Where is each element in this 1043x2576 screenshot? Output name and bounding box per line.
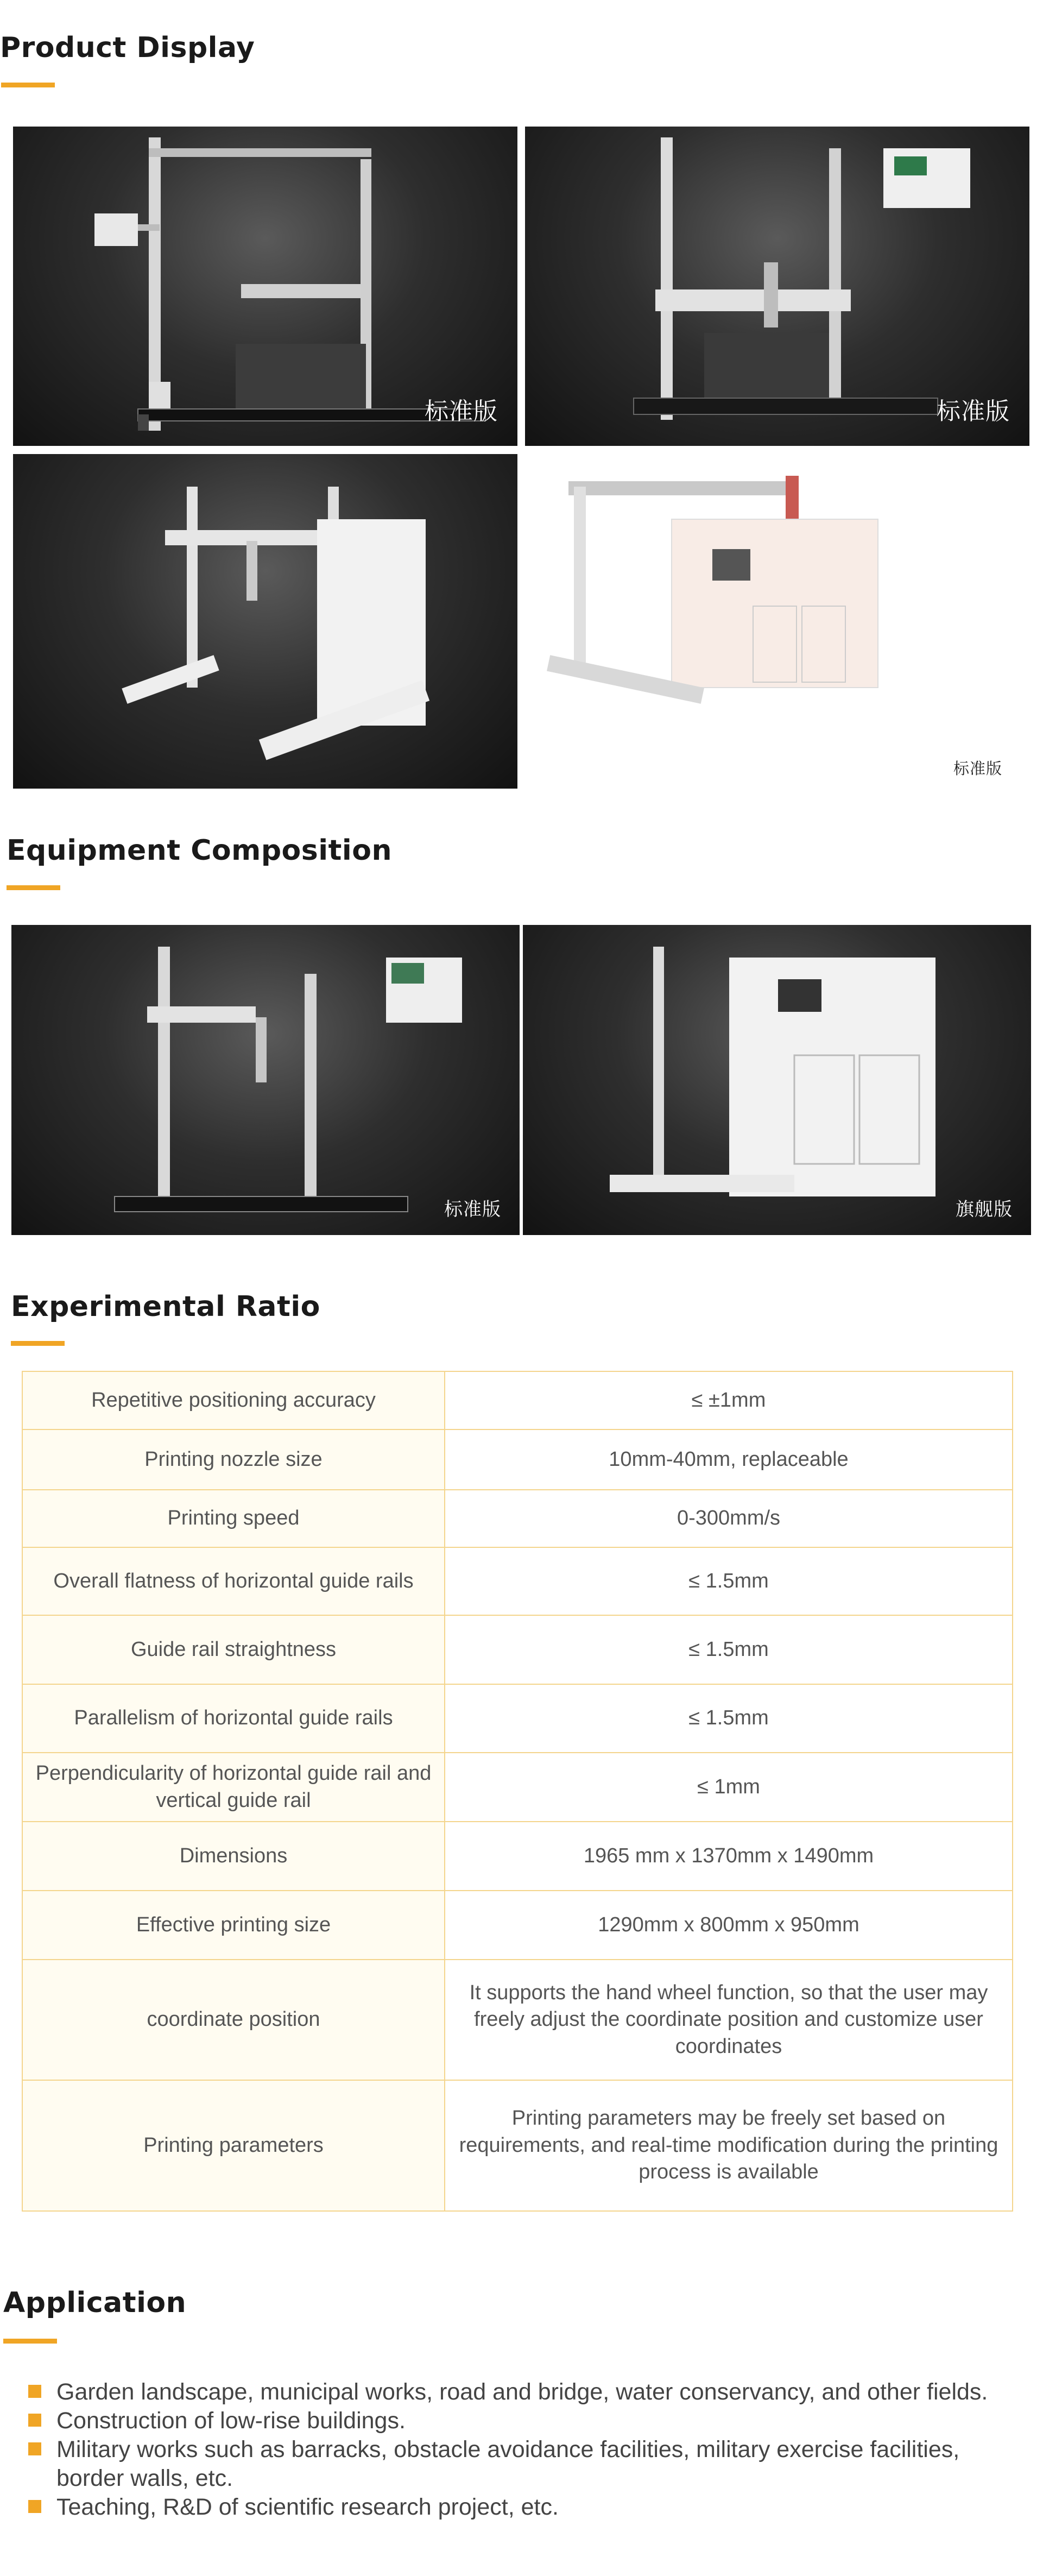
spec-value: 1290mm x 800mm x 950mm: [445, 1891, 1013, 1960]
spec-key: Parallelism of horizontal guide rails: [22, 1684, 445, 1753]
bullet-square-icon: [28, 2500, 41, 2513]
edition-label: 标准版: [953, 759, 1002, 778]
spec-value: ≤ 1.5mm: [445, 1684, 1013, 1753]
application-text: Military works such as barracks, obstacle avoidance facilities, military exercise facilities, border walls, etc.: [56, 2436, 960, 2491]
spec-value: 10mm-40mm, replaceable: [445, 1429, 1013, 1490]
spec-key: Guide rail straightness: [22, 1615, 445, 1684]
printer-cabinet-illustration: [525, 454, 1029, 789]
printer-cabinet-illustration: [523, 925, 1031, 1235]
spec-table: [22, 1371, 1013, 2212]
spec-key: Effective printing size: [22, 1891, 445, 1960]
edition-label: 标准版: [937, 398, 1010, 425]
section-title-product-display: Product Display: [0, 32, 255, 64]
table-row: [22, 1490, 1013, 1547]
spec-value: ≤ 1.5mm: [445, 1547, 1013, 1615]
table-row: [22, 1684, 1013, 1753]
spec-value: 1965 mm x 1370mm x 1490mm: [445, 1822, 1013, 1891]
table-row: [22, 2080, 1013, 2211]
table-row: [22, 1371, 1013, 1429]
spec-key: Printing parameters: [22, 2080, 445, 2211]
spec-key: Printing speed: [22, 1490, 445, 1547]
spec-value: 0-300mm/s: [445, 1490, 1013, 1547]
application-text: Teaching, R&D of scientific research project, etc.: [56, 2493, 559, 2520]
list-item: [28, 2378, 1006, 2407]
printer-frame-illustration: [13, 454, 517, 789]
application-text: Garden landscape, municipal works, road and bridge, water conservancy, and other fields.: [56, 2379, 988, 2405]
table-row: [22, 1753, 1013, 1822]
section-underline: [1, 83, 55, 87]
application-list: [28, 2378, 1006, 2521]
product-photo-3: [13, 454, 517, 789]
section-title-application: Application: [3, 2287, 187, 2319]
section-underline: [7, 885, 60, 890]
bullet-square-icon: [28, 2442, 41, 2455]
edition-label: 标准版: [444, 1199, 501, 1220]
spec-value: It supports the hand wheel function, so that the user may freely adjust the coordinate position and customize user coordinates: [445, 1960, 1013, 2080]
section-underline: [11, 1341, 65, 1346]
spec-key: Dimensions: [22, 1822, 445, 1891]
spec-value: ≤ ±1mm: [445, 1371, 1013, 1429]
spec-value: ≤ 1.5mm: [445, 1615, 1013, 1684]
list-item: [28, 2407, 1006, 2435]
equipment-photo-1: [11, 925, 520, 1235]
table-row: [22, 1547, 1013, 1615]
spec-value: ≤ 1mm: [445, 1753, 1013, 1822]
printer-frame-illustration: [11, 925, 520, 1235]
table-row: [22, 1615, 1013, 1684]
table-row: [22, 1960, 1013, 2080]
spec-key: Repetitive positioning accuracy: [22, 1371, 445, 1429]
application-text: Construction of low-rise buildings.: [56, 2407, 406, 2434]
product-photo-4: [525, 454, 1029, 789]
edition-label: 标准版: [425, 398, 498, 425]
section-underline: [3, 2339, 57, 2344]
spec-value: Printing parameters may be freely set based on requirements, and real-time modification during the printing process is available: [445, 2080, 1013, 2211]
list-item: [28, 2493, 1006, 2522]
section-title-experimental-ratio: Experimental Ratio: [11, 1290, 320, 1323]
spec-key: Printing nozzle size: [22, 1429, 445, 1490]
bullet-square-icon: [28, 2414, 41, 2427]
table-row: [22, 1822, 1013, 1891]
table-row: [22, 1891, 1013, 1960]
bullet-square-icon: [28, 2385, 41, 2398]
spec-key: coordinate position: [22, 1960, 445, 2080]
product-photo-2: [525, 127, 1029, 446]
section-title-equipment-composition: Equipment Composition: [7, 834, 392, 867]
spec-key: Overall flatness of horizontal guide rails: [22, 1547, 445, 1615]
product-photo-1: [13, 127, 517, 446]
edition-label: 旗舰版: [956, 1199, 1013, 1220]
equipment-photo-2: [523, 925, 1031, 1235]
spec-key: Perpendicularity of horizontal guide rail and vertical guide rail: [22, 1753, 445, 1822]
list-item: [28, 2435, 1006, 2493]
table-row: [22, 1429, 1013, 1490]
